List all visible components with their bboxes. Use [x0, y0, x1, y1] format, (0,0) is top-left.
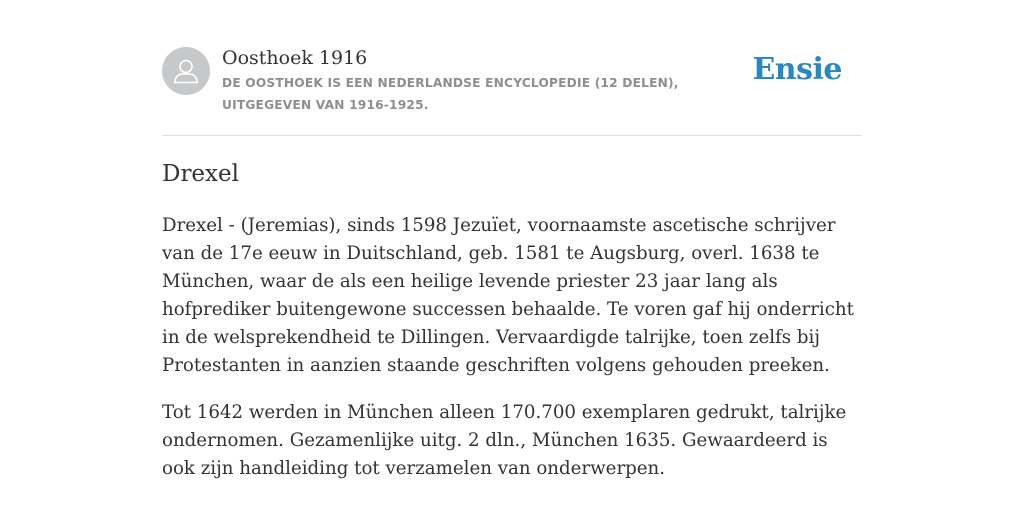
source-name[interactable]: Oosthoek 1916 — [222, 47, 368, 69]
article-title: Drexel — [162, 161, 239, 187]
source-description: DE OOSTHOEK IS EEN NEDERLANDSE ENCYCLOPEDIE (12 DELEN), UITGEGEVEN VAN 1916-1925. — [222, 76, 679, 112]
user-avatar-icon — [162, 47, 210, 95]
article-paragraph: Tot 1642 werden in München alleen 170.700 exemplaren gedrukt, talrijke ondernomen. Gezamenlijke uitg. 2 dln., München 1635. Gewaardeerd is ook zijn handleiding tot verzamelen van onderwerpen. — [162, 402, 847, 479]
article-body — [162, 212, 862, 502]
source-header — [162, 44, 862, 135]
brand-logo[interactable]: Ensie — [752, 52, 842, 87]
article-paragraph: Drexel - (Jeremias), sinds 1598 Jezuïet, voornaamste ascetische schrijver van de 17e eeuw in Duitschland, geb. 1581 te Augsburg, overl. 1638 te München, waar de als een heilige levende priester 23 jaar lang als hofprediker buitengewone successen behaalde. Te voren gaf hij onderricht in de welsprekendheid te Dillingen. Vervaardigde talrijke, toen zelfs bij Protestanten in aanzien staande geschriften volgens gehouden preeken. — [162, 215, 854, 376]
divider — [162, 135, 862, 136]
